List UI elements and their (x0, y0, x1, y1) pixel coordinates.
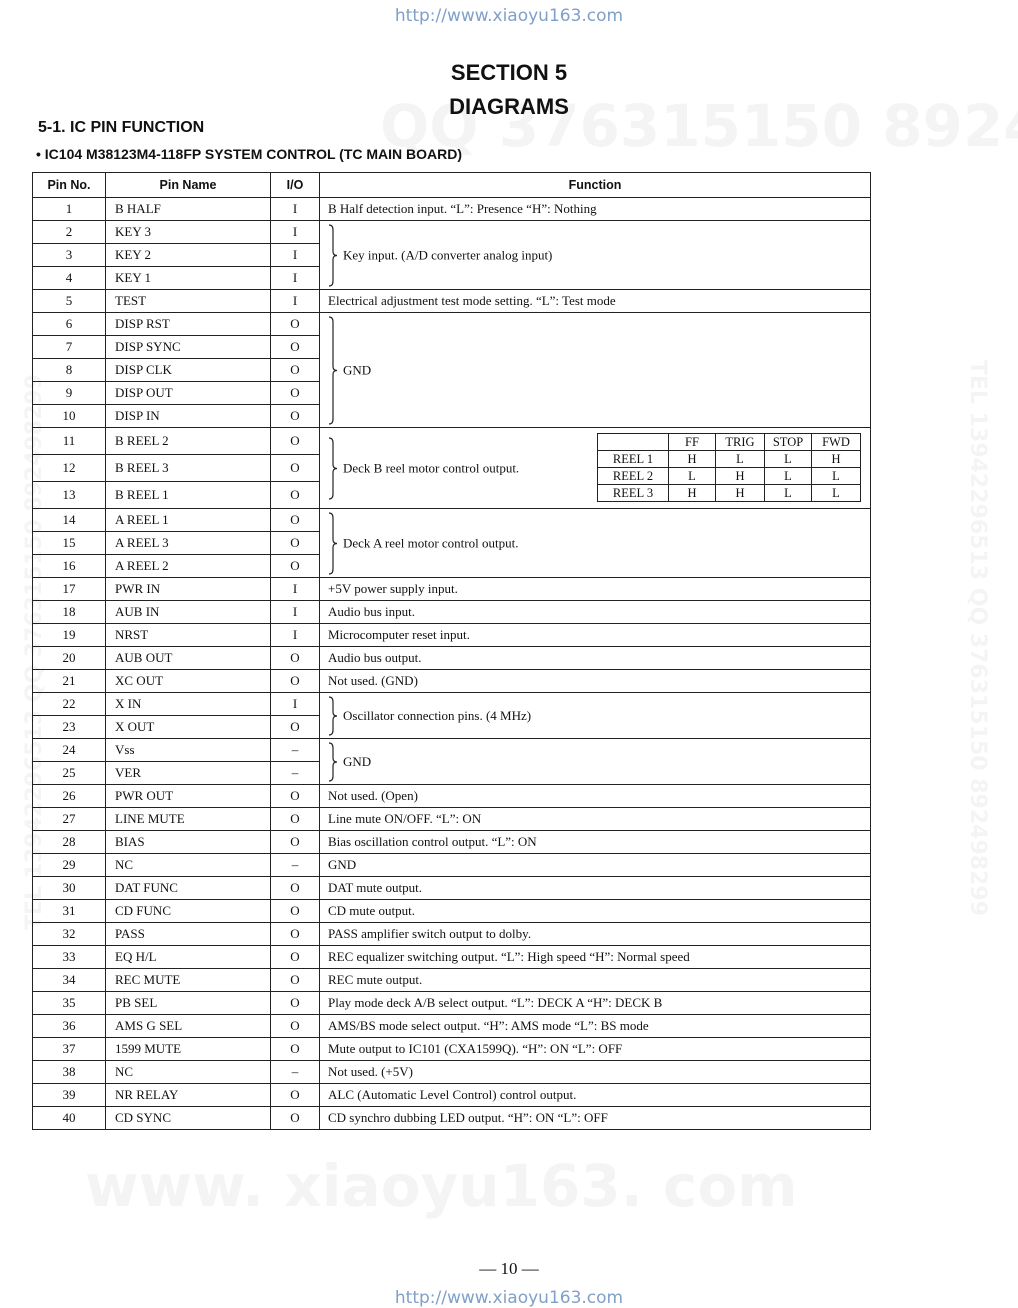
pin-name: VER (106, 762, 271, 785)
pin-function (320, 428, 871, 509)
pin-number: 3 (33, 244, 106, 267)
pin-function (320, 969, 871, 992)
pin-name: CD SYNC (106, 1107, 271, 1130)
pin-function (320, 198, 871, 221)
subsection-title: 5-1. IC PIN FUNCTION (38, 119, 205, 136)
section-subtitle: DIAGRAMS (449, 94, 569, 119)
pin-function (320, 831, 871, 854)
table-row (33, 693, 871, 716)
pin-io: – (271, 854, 320, 877)
curly-brace-icon (328, 224, 337, 287)
pin-number: 19 (33, 624, 106, 647)
pin-number: 4 (33, 267, 106, 290)
reel-cell: H (812, 451, 861, 468)
reel-cell: L (765, 451, 812, 468)
pin-function-text: GND (328, 857, 357, 873)
table-row (33, 946, 871, 969)
footer-url[interactable]: http://www.xiaoyu163.com (394, 1288, 624, 1308)
reel-cell: H (669, 451, 716, 468)
pin-function-text: Not used. (GND) (328, 673, 418, 689)
pin-name: DISP CLK (106, 359, 271, 382)
table-header-row (33, 173, 871, 198)
pin-io: I (271, 221, 320, 244)
curly-brace-icon (328, 437, 337, 500)
curly-brace-icon (328, 512, 337, 575)
pin-name: DISP IN (106, 405, 271, 428)
reel-cell: H (716, 468, 765, 485)
pin-io: I (271, 578, 320, 601)
pin-function (320, 624, 871, 647)
column-header: I/O (271, 173, 320, 198)
pin-function (320, 1107, 871, 1130)
pin-function-text: Audio bus output. (328, 650, 422, 666)
pin-number: 34 (33, 969, 106, 992)
pin-number: 16 (33, 555, 106, 578)
pin-io: – (271, 739, 320, 762)
pin-function (320, 647, 871, 670)
pin-function-text: Electrical adjustment test mode setting. “L”: Test mode (328, 293, 616, 309)
pin-name: B REEL 2 (106, 428, 271, 455)
pin-io: O (271, 532, 320, 555)
pin-name: KEY 2 (106, 244, 271, 267)
table-row (33, 221, 871, 244)
pin-number: 21 (33, 670, 106, 693)
pin-function (320, 946, 871, 969)
pin-number: 31 (33, 900, 106, 923)
pin-function-text: DAT mute output. (328, 880, 423, 896)
pin-function-text: Audio bus input. (328, 604, 416, 620)
pin-name: KEY 1 (106, 267, 271, 290)
pin-name: B REEL 1 (106, 482, 271, 509)
pin-function-text: REC mute output. (328, 972, 423, 988)
reel-cell: REEL 3 (598, 485, 669, 502)
section-title: SECTION 5 (450, 60, 568, 85)
reel-cell: REEL 1 (598, 451, 669, 468)
pin-name: PASS (106, 923, 271, 946)
curly-brace-icon (328, 696, 337, 736)
pin-name: A REEL 2 (106, 555, 271, 578)
pin-function-text: Line mute ON/OFF. “L”: ON (328, 811, 482, 827)
column-header: Pin No. (33, 173, 106, 198)
reel-row (598, 468, 861, 485)
pin-name: DAT FUNC (106, 877, 271, 900)
pin-number: 29 (33, 854, 106, 877)
reel-cell: REEL 2 (598, 468, 669, 485)
pin-io: O (271, 946, 320, 969)
table-row (33, 854, 871, 877)
pin-function (320, 578, 871, 601)
table-row (33, 1061, 871, 1084)
reel-header-cell (598, 434, 669, 451)
pin-io: – (271, 1061, 320, 1084)
reel-cell: H (669, 485, 716, 502)
pin-function (320, 992, 871, 1015)
reel-cell: L (812, 485, 861, 502)
watermark-right (965, 360, 990, 916)
table-row (33, 785, 871, 808)
pin-io: O (271, 555, 320, 578)
pin-number: 6 (33, 313, 106, 336)
pin-function (320, 923, 871, 946)
pin-number: 33 (33, 946, 106, 969)
reel-row (598, 485, 861, 502)
pin-number: 5 (33, 290, 106, 313)
reel-cell: L (765, 468, 812, 485)
pin-number: 27 (33, 808, 106, 831)
pin-number: 14 (33, 509, 106, 532)
pin-number: 26 (33, 785, 106, 808)
pin-number: 13 (33, 482, 106, 509)
pin-name: PWR IN (106, 578, 271, 601)
pin-io: I (271, 693, 320, 716)
table-row (33, 1038, 871, 1061)
pin-function (320, 900, 871, 923)
pin-number: 9 (33, 382, 106, 405)
pin-name: X IN (106, 693, 271, 716)
reel-cell: L (765, 485, 812, 502)
pin-number: 17 (33, 578, 106, 601)
pin-function-text: ALC (Automatic Level Control) control output. (328, 1087, 577, 1103)
pin-io: O (271, 647, 320, 670)
pin-io: I (271, 244, 320, 267)
pin-function-text: Not used. (+5V) (328, 1064, 413, 1080)
pin-number: 11 (33, 428, 106, 455)
pin-io: – (271, 762, 320, 785)
pin-function (320, 670, 871, 693)
pin-name: X OUT (106, 716, 271, 739)
pin-number: 8 (33, 359, 106, 382)
pin-table-body (33, 198, 871, 1130)
pin-io: O (271, 313, 320, 336)
pin-name: CD FUNC (106, 900, 271, 923)
pin-function-text: GND (343, 753, 372, 769)
pin-io: O (271, 670, 320, 693)
table-row (33, 428, 871, 455)
pin-name: AMS G SEL (106, 1015, 271, 1038)
pin-name: EQ H/L (106, 946, 271, 969)
table-row (33, 877, 871, 900)
pin-number: 35 (33, 992, 106, 1015)
pin-name: REC MUTE (106, 969, 271, 992)
pin-io: O (271, 808, 320, 831)
pin-number: 24 (33, 739, 106, 762)
watermark-bottom (85, 1152, 798, 1220)
pin-io: O (271, 992, 320, 1015)
pin-name: DISP SYNC (106, 336, 271, 359)
pin-function-text: +5V power supply input. (328, 581, 458, 597)
table-row (33, 198, 871, 221)
curly-brace-icon (328, 316, 337, 425)
pin-name: TEST (106, 290, 271, 313)
pin-name: AUB OUT (106, 647, 271, 670)
table-row (33, 1015, 871, 1038)
pin-io: O (271, 900, 320, 923)
column-header: Function (320, 173, 871, 198)
pin-function (320, 1084, 871, 1107)
pin-number: 37 (33, 1038, 106, 1061)
pin-io: O (271, 1015, 320, 1038)
pin-function (320, 601, 871, 624)
pin-number: 28 (33, 831, 106, 854)
table-row (33, 992, 871, 1015)
pin-name: DISP RST (106, 313, 271, 336)
pin-name: BIAS (106, 831, 271, 854)
pin-io: O (271, 359, 320, 382)
pin-io: I (271, 290, 320, 313)
pin-number: 12 (33, 455, 106, 482)
pin-name: NC (106, 854, 271, 877)
table-row (33, 647, 871, 670)
pin-function (320, 877, 871, 900)
pin-io: O (271, 405, 320, 428)
pin-function (320, 693, 871, 739)
pin-number: 7 (33, 336, 106, 359)
pin-function (320, 1015, 871, 1038)
pin-io: O (271, 382, 320, 405)
pin-number: 22 (33, 693, 106, 716)
table-row (33, 923, 871, 946)
pin-io: O (271, 923, 320, 946)
pin-name: XC OUT (106, 670, 271, 693)
reel-motor-truth-table (597, 433, 861, 502)
pin-number: 38 (33, 1061, 106, 1084)
pin-number: 32 (33, 923, 106, 946)
pin-name: Vss (106, 739, 271, 762)
reel-cell: L (669, 468, 716, 485)
pin-io: O (271, 785, 320, 808)
pin-function-table (32, 172, 871, 1130)
pin-name: KEY 3 (106, 221, 271, 244)
table-row (33, 969, 871, 992)
pin-function-text: Microcomputer reset input. (328, 627, 470, 643)
pin-number: 40 (33, 1107, 106, 1130)
reel-cell: L (812, 468, 861, 485)
table-row (33, 831, 871, 854)
reel-header-cell: FF (669, 434, 716, 451)
column-header: Pin Name (106, 173, 271, 198)
pin-function (320, 1038, 871, 1061)
pin-io: O (271, 716, 320, 739)
pin-function-text: AMS/BS mode select output. “H”: AMS mode “L”: BS mode (328, 1018, 649, 1034)
pin-io: O (271, 877, 320, 900)
pin-function-text: Play mode deck A/B select output. “L”: DECK A “H”: DECK B (328, 995, 663, 1011)
pin-function (320, 854, 871, 877)
pin-function-text: REC equalizer switching output. “L”: High speed “H”: Normal speed (328, 949, 690, 965)
pin-name: AUB IN (106, 601, 271, 624)
pin-io: O (271, 509, 320, 532)
pin-name: DISP OUT (106, 382, 271, 405)
pin-function (320, 785, 871, 808)
pin-io: I (271, 624, 320, 647)
header-url[interactable]: http://www.xiaoyu163.com (394, 6, 624, 26)
reel-cell: H (716, 485, 765, 502)
pin-io: O (271, 969, 320, 992)
pin-io: O (271, 831, 320, 854)
reel-header-cell: FWD (812, 434, 861, 451)
pin-name: A REEL 1 (106, 509, 271, 532)
pin-function-text: GND (343, 362, 372, 377)
pin-name: NR RELAY (106, 1084, 271, 1107)
table-row (33, 808, 871, 831)
pin-function-text: CD mute output. (328, 903, 416, 919)
pin-name: PB SEL (106, 992, 271, 1015)
table-row (33, 601, 871, 624)
pin-io: O (271, 1107, 320, 1130)
pin-function-text: Deck B reel motor control output. (343, 460, 520, 475)
reel-row (598, 451, 861, 468)
pin-io: O (271, 428, 320, 455)
pin-number: 25 (33, 762, 106, 785)
pin-number: 2 (33, 221, 106, 244)
pin-function-text: PASS amplifier switch output to dolby. (328, 926, 532, 942)
pin-name: B HALF (106, 198, 271, 221)
table-row (33, 624, 871, 647)
table-row (33, 290, 871, 313)
reel-header-row (598, 434, 861, 451)
pin-number: 18 (33, 601, 106, 624)
table-row (33, 900, 871, 923)
table-row (33, 739, 871, 762)
reel-header-cell: STOP (765, 434, 812, 451)
pin-number: 10 (33, 405, 106, 428)
pin-number: 36 (33, 1015, 106, 1038)
pin-function (320, 1061, 871, 1084)
pin-name: NC (106, 1061, 271, 1084)
pin-io: O (271, 1038, 320, 1061)
pin-name: PWR OUT (106, 785, 271, 808)
pin-function (320, 739, 871, 785)
pin-name: NRST (106, 624, 271, 647)
table-row (33, 670, 871, 693)
pin-function (320, 808, 871, 831)
pin-function-text: Oscillator connection pins. (4 MHz) (343, 707, 532, 723)
pin-function-text: Key input. (A/D converter analog input) (343, 247, 553, 262)
pin-number: 1 (33, 198, 106, 221)
pin-number: 30 (33, 877, 106, 900)
pin-io: O (271, 336, 320, 359)
pin-function-text: Not used. (Open) (328, 788, 418, 804)
pin-function (320, 313, 871, 428)
table-row (33, 313, 871, 336)
ic-title: • IC104 M38123M4-118FP SYSTEM CONTROL (TC MAIN BOARD) (36, 146, 463, 162)
pin-io: I (271, 198, 320, 221)
pin-function (320, 290, 871, 313)
pin-function-text: Deck A reel motor control output. (343, 535, 519, 550)
pin-function-text: B Half detection input. “L”: Presence “H”: Nothing (328, 201, 597, 217)
pin-number: 20 (33, 647, 106, 670)
pin-function (320, 221, 871, 290)
pin-name: B REEL 3 (106, 455, 271, 482)
pin-number: 15 (33, 532, 106, 555)
pin-io: O (271, 1084, 320, 1107)
pin-io: O (271, 482, 320, 509)
page-number: — 10 — (479, 1259, 539, 1278)
table-row (33, 1107, 871, 1130)
pin-io: I (271, 267, 320, 290)
pin-number: 23 (33, 716, 106, 739)
pin-io: I (271, 601, 320, 624)
table-row (33, 509, 871, 532)
pin-name: 1599 MUTE (106, 1038, 271, 1061)
pin-io: O (271, 455, 320, 482)
pin-function-text: CD synchro dubbing LED output. “H”: ON “L”: OFF (328, 1110, 608, 1126)
pin-number: 39 (33, 1084, 106, 1107)
reel-header-cell: TRIG (716, 434, 765, 451)
pin-name: LINE MUTE (106, 808, 271, 831)
pin-name: A REEL 3 (106, 532, 271, 555)
reel-cell: L (716, 451, 765, 468)
pin-function (320, 509, 871, 578)
table-row (33, 578, 871, 601)
pin-function-text: Bias oscillation control output. “L”: ON (328, 834, 537, 850)
pin-function-text: Mute output to IC101 (CXA1599Q). “H”: ON “L”: OFF (328, 1041, 623, 1057)
curly-brace-icon (328, 742, 337, 782)
table-row (33, 1084, 871, 1107)
